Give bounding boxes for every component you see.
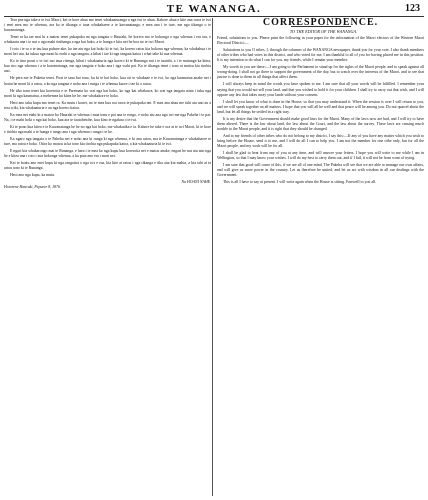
right-column [217, 18, 424, 187]
left-paragraph: Ko te tino pouri o te iwi mo taua ritenga, kihai i whakaaturia nga korero ki te Runanga nui i te tuatahi, a i te mutunga ka kitea, kua riro nga whenua i a te kawanatanga, me nga tangata e hoko ana i nga wahi pai. Ko te tikanga tenei i tono ai matou kia tirohia ano. [4, 59, 211, 74]
left-paragraph: Tenei ra ka tae mai ki a matou tenei pukapuka na nga tangata o Hauraki, he korero mo te hokonga o nga whenua i era tau, e whakaatu ana i te nui o nga mahi tinihanga a nga kai hoko, a te hunga e kiia nei he hoa no te iwi Maori. [4, 35, 211, 45]
right-paragraph: I shall be glad to hear from any of you at any time, and will answer your letters. I hope you will write to me while I am in Wellington, so that I may know your wishes. I will do my best to carry them out, and if I fail, it will not be from want of trying. [217, 151, 424, 161]
addressee: TO THE EDITOR OF THE WANANGA. [289, 29, 358, 35]
right-paragraph: This is all I have to say at present. I will write again when the House is sitting. Farewell to you all. [223, 180, 377, 185]
left-paragraph: Ka mea nei etahi ki a matou ko Hauraki te whenua i mua tonu e pai ana te rongo, e noho atu ana nga iwi me nga Pakeha i te pai. Na, i te mahi hoki o nga kai hoko, kua ara te tautohetohe, kua kino te ngakau o te iwi. [4, 112, 211, 122]
masthead: TE WANANGA. [166, 3, 262, 15]
right-paragraph: And to my friends of other tribes who do not belong to my district, I say this:—If any of you have any matter which you wish to bring before the House, send it to me, and I will do all I can to help you. I am not the member for one tribe only, but for all the Maori people, and my work will be for all. [217, 133, 424, 148]
left-paragraph: Ki te pono kua kitea e te Kawanatanga he he no nga kai hoko, me whakatika e ia. Kahore he take e ora ai te iwi Maori, ki te kore e tirohia nga mahi a te hunga e tango ana i nga whenua i runga i te he. [4, 124, 211, 134]
left-paragraph: Heoi ano taku kupu mo tenei ra. Ka mutu i konei, no te mea kua roa rawa te pukapuka nei. E mea ana ahau me tuhi atu ano au a tera wiki, kia whakaaturia e au nga korero katoa. [4, 100, 211, 110]
salutation: Friend, salutations to you. Please print the following in your paper for the information of the Maori electors of the Western Maori Electoral District:— [217, 36, 424, 46]
page-number: 123 [405, 3, 420, 14]
column-divider [212, 18, 213, 496]
left-paragraph: Ka ngaro nga tangata o te Pakeha nei e noho ana ki runga ki nga whenua, e ki ana ratou, ma te Kawanatanga e whakahaere te ture, ma ratou e hoko. Otira ko matou ia ka tono kia tirohia nga pukapuka katoa, a kia whakaaturia ki te iwi. [4, 136, 211, 146]
page-header [0, 0, 428, 18]
right-paragraph: I am sure that good will come of this, if we are all of one mind. The Pakeha will see that we are able to manage our own affairs, and will give us more power in the country. Let us therefore be united, and let us act with wisdom in all our dealings with the Government. [217, 163, 424, 178]
left-paragraph: He tika tonu tenei kia korerotia e te Paremata ko wai nga kai hoko, ko nga kai whakawa, ko wai nga tangata nana i tuku nga moni ki nga kaumatua, a mehemea ka kitea he he, me whakakore te hoko. [4, 88, 211, 98]
date-line: Hotorene Hauraki, Pepuere 8, 1876. [4, 185, 61, 190]
left-paragraph: He pera me te Paketia tenei. Poai te taua kai tono, ka ki te kai hoko, kua oti te whakaae e te iwi, ko nga kaumatua anake nei i hoatu he moni ki a ratou, a ko nga tangata e noho ana i runga i te whenua kaore i tae ki a ratou. [4, 76, 211, 86]
right-paragraph: My words to you are these:—I am going to the Parliament to stand up for the rights of the Maori people, and to speak against all wrong-doing. I shall not go there to support the government of the day, but to watch over the interests of the Maori, and to see that justice is done to them in all things that affect them. [217, 65, 424, 80]
left-paragraph: I roto i te ra o te tau kua pahure ake, ka tae atu nga kai hoko ki te iwi, ka korero ratou kia hokona nga whenua, ka whakahua i te moni hei utu, ka tukua nga moni ki etahi o nga tangata, a kihai i tae ki nga tangata katoa i whai take ki aua whenua. [4, 47, 211, 57]
signature: Na HOANI NAHE. [181, 180, 211, 185]
right-paragraph: Salutations to you O tribes. I, through the columns of the WANANGA newspaper, thank you for your vote. I also thank members of other tribes who had votes in this district, and who voted for me. I am thankful to all of you for having placed me in this position. It is my intention to do what I can for you, my friends, while I remain your member. [217, 48, 424, 63]
left-paragraph: Kei te hoatu ano enei kupu ki nga rangatira o nga iwi e rua, kia kite ai ratou i nga tikanga e tika ana kia mahia, a kia tahi ai ta ratou tono ki te Runanga. [4, 161, 211, 171]
right-paragraph: It is my desire that the Government should make good laws for the Maori. Many of the laws now are bad, and I will try to have them altered. There is the law about land, the law about the Court, and the law about the survey. These laws are causing much trouble to the Maori people, and it is right that they should be changed. [217, 116, 424, 131]
left-column [4, 18, 211, 192]
left-paragraph: Tera pea nga take a te iwi Maori, kei te kore ahua mo tenei whakaaturanga a nga iwi te ahua. Kahore ahua e kite ana rawa te iwi i enei mea mo te whenua, ara ko te tikanga o taua whakahaere a te kawanatanga, e mea ana i te ture, me nga tikanga o te kawanatanga. [4, 18, 211, 33]
section-title: CORRESPONDENCE. [262, 17, 379, 28]
left-paragraph: E ngari kia whakarongo mai te Runanga, e hara i te mea ko nga kupu kua korerotia nei e matou anake, engari he nui atu ano nga he e kitea ana i roto i aua hokonga whenua, a ka puta ano era i muri nei. [4, 149, 211, 159]
right-paragraph: I shall let you know of what is done in the House, so that you may understand it. When the session is over I will return to you, and we will speak together on all matters. I hope that you will all be well and that peace will be among you. Do not quarrel about the land, but let all things be settled in a right way. [217, 99, 424, 114]
left-paragraph: Heoi ano nga kupu, ka mutu. [10, 173, 56, 178]
right-paragraph: I will always keep in mind the words you have spoken to me. I am sure that all your words will be fulfilled. I remember your saying that you would not sell your land, and that you wished to hold it for your children. I shall try to carry out that wish, and I will oppose any law that takes away your lands without your consent. [217, 82, 424, 97]
